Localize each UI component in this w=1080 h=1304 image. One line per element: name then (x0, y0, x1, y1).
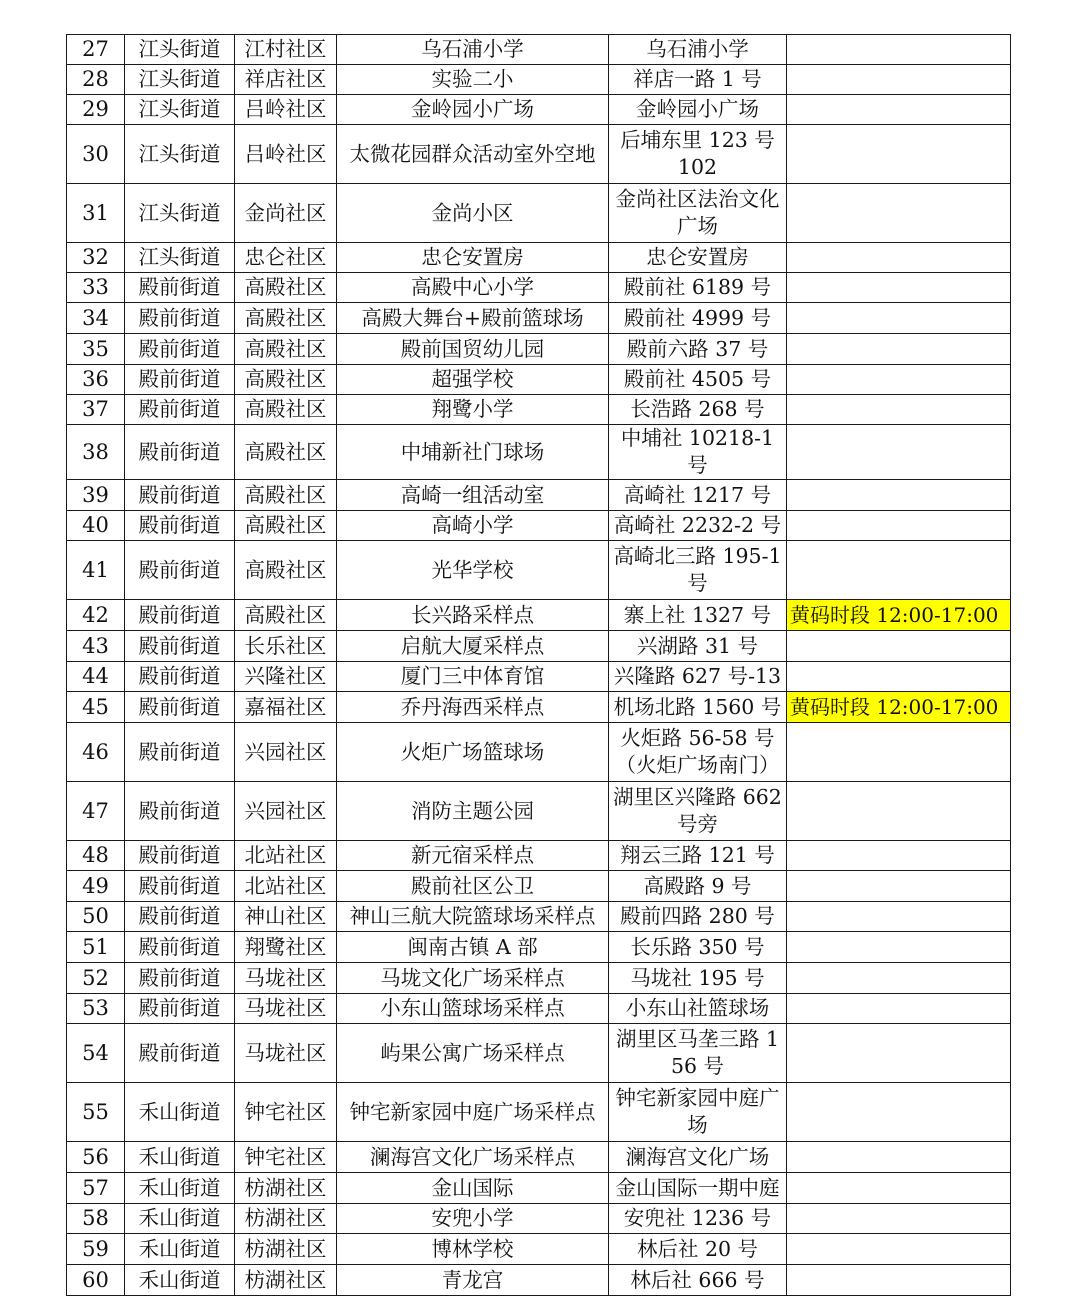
table-row (67, 1204, 1011, 1234)
cell-number: 35 (67, 334, 125, 365)
cell-sampling-site: 钟宅新家园中庭广场采样点 (337, 1083, 609, 1142)
cell-community: 金尚社区 (235, 184, 337, 243)
cell-number: 34 (67, 303, 125, 334)
cell-sampling-site: 高殿大舞台+殿前篮球场 (337, 303, 609, 334)
cell-street: 禾山街道 (125, 1083, 235, 1142)
cell-address: 火炬路 56-58 号（火炬广场南门） (609, 723, 787, 782)
cell-address: 忠仑安置房 (609, 243, 787, 273)
cell-community: 北站社区 (235, 871, 337, 902)
cell-community: 高殿社区 (235, 334, 337, 365)
cell-address: 湖里区兴隆路 662 号旁 (609, 782, 787, 841)
cell-street: 殿前街道 (125, 600, 235, 631)
cell-community: 钟宅社区 (235, 1083, 337, 1142)
cell-note (787, 303, 1011, 334)
cell-community: 兴隆社区 (235, 662, 337, 692)
table-row (67, 480, 1011, 511)
cell-number: 36 (67, 365, 125, 395)
cell-note (787, 841, 1011, 871)
table-row (67, 692, 1011, 723)
cell-street: 殿前街道 (125, 994, 235, 1024)
cell-street: 殿前街道 (125, 425, 235, 480)
cell-sampling-site: 神山三航大院篮球场采样点 (337, 902, 609, 932)
cell-street: 江头街道 (125, 65, 235, 95)
cell-community: 兴园社区 (235, 723, 337, 782)
cell-sampling-site: 火炬广场篮球场 (337, 723, 609, 782)
table-row (67, 963, 1011, 994)
cell-community: 江村社区 (235, 35, 337, 65)
table-row (67, 1024, 1011, 1083)
cell-address: 金岭园小广场 (609, 95, 787, 125)
cell-note (787, 334, 1011, 365)
cell-note (787, 541, 1011, 600)
cell-address: 金尚社区法治文化广场 (609, 184, 787, 243)
cell-community: 枋湖社区 (235, 1234, 337, 1265)
cell-address: 高崎社 2232-2 号 (609, 511, 787, 541)
cell-number: 39 (67, 480, 125, 511)
cell-address: 殿前社 4999 号 (609, 303, 787, 334)
cell-note (787, 1265, 1011, 1296)
cell-address: 马垅社 195 号 (609, 963, 787, 994)
cell-number: 44 (67, 662, 125, 692)
cell-sampling-site: 中埔新社门球场 (337, 425, 609, 480)
cell-number: 52 (67, 963, 125, 994)
cell-address: 安兜社 1236 号 (609, 1204, 787, 1234)
cell-note (787, 425, 1011, 480)
table-row (67, 1234, 1011, 1265)
table-row (67, 425, 1011, 480)
cell-street: 殿前街道 (125, 303, 235, 334)
cell-address: 钟宅新家园中庭广场 (609, 1083, 787, 1142)
cell-address: 高殿路 9 号 (609, 871, 787, 902)
table-row (67, 184, 1011, 243)
cell-street: 殿前街道 (125, 1024, 235, 1083)
cell-address: 机场北路 1560 号 (609, 692, 787, 723)
table-body (67, 35, 1011, 1296)
cell-note (787, 631, 1011, 662)
cell-sampling-site: 小东山篮球场采样点 (337, 994, 609, 1024)
cell-street: 殿前街道 (125, 841, 235, 871)
cell-community: 祥店社区 (235, 65, 337, 95)
table-row (67, 65, 1011, 95)
table-row (67, 243, 1011, 273)
cell-sampling-site: 消防主题公园 (337, 782, 609, 841)
cell-note (787, 662, 1011, 692)
cell-community: 枋湖社区 (235, 1265, 337, 1296)
cell-address: 高崎北三路 195-1 号 (609, 541, 787, 600)
cell-note (787, 994, 1011, 1024)
cell-street: 殿前街道 (125, 631, 235, 662)
cell-community: 高殿社区 (235, 600, 337, 631)
cell-note (787, 932, 1011, 963)
table-row (67, 95, 1011, 125)
cell-community: 枋湖社区 (235, 1173, 337, 1204)
table-row (67, 365, 1011, 395)
cell-note (787, 395, 1011, 425)
cell-number: 40 (67, 511, 125, 541)
cell-note (787, 184, 1011, 243)
cell-street: 殿前街道 (125, 480, 235, 511)
table-row (67, 631, 1011, 662)
table-row (67, 511, 1011, 541)
cell-sampling-site: 高殿中心小学 (337, 273, 609, 303)
cell-sampling-site: 青龙宫 (337, 1265, 609, 1296)
cell-note (787, 723, 1011, 782)
cell-community: 高殿社区 (235, 395, 337, 425)
cell-street: 殿前街道 (125, 692, 235, 723)
yellow-code-time-note: 黄码时段 12:00-17:00 (787, 600, 1011, 631)
cell-number: 42 (67, 600, 125, 631)
yellow-code-time-note: 黄码时段 12:00-17:00 (787, 692, 1011, 723)
cell-sampling-site: 安兜小学 (337, 1204, 609, 1234)
cell-sampling-site: 殿前社区公卫 (337, 871, 609, 902)
cell-note (787, 365, 1011, 395)
cell-note (787, 511, 1011, 541)
cell-community: 长乐社区 (235, 631, 337, 662)
cell-number: 30 (67, 125, 125, 184)
table-row (67, 1265, 1011, 1296)
cell-address: 高崎社 1217 号 (609, 480, 787, 511)
cell-note (787, 902, 1011, 932)
cell-sampling-site: 光华学校 (337, 541, 609, 600)
cell-community: 马垅社区 (235, 994, 337, 1024)
cell-number: 50 (67, 902, 125, 932)
table-row (67, 723, 1011, 782)
cell-street: 禾山街道 (125, 1234, 235, 1265)
cell-number: 59 (67, 1234, 125, 1265)
cell-number: 37 (67, 395, 125, 425)
cell-address: 长乐路 350 号 (609, 932, 787, 963)
cell-number: 55 (67, 1083, 125, 1142)
cell-number: 29 (67, 95, 125, 125)
table-row (67, 782, 1011, 841)
cell-community: 北站社区 (235, 841, 337, 871)
cell-sampling-site: 乌石浦小学 (337, 35, 609, 65)
cell-street: 殿前街道 (125, 932, 235, 963)
cell-address: 中埔社 10218-1 号 (609, 425, 787, 480)
cell-community: 忠仑社区 (235, 243, 337, 273)
cell-address: 湖里区马垄三路 156 号 (609, 1024, 787, 1083)
cell-street: 禾山街道 (125, 1142, 235, 1173)
cell-street: 殿前街道 (125, 782, 235, 841)
cell-sampling-site: 博林学校 (337, 1234, 609, 1265)
cell-number: 32 (67, 243, 125, 273)
cell-community: 翔鹭社区 (235, 932, 337, 963)
table-row (67, 1083, 1011, 1142)
cell-street: 江头街道 (125, 95, 235, 125)
cell-community: 枋湖社区 (235, 1204, 337, 1234)
cell-community: 钟宅社区 (235, 1142, 337, 1173)
cell-street: 殿前街道 (125, 365, 235, 395)
cell-sampling-site: 长兴路采样点 (337, 600, 609, 631)
cell-sampling-site: 金尚小区 (337, 184, 609, 243)
table-row (67, 541, 1011, 600)
cell-sampling-site: 金山国际 (337, 1173, 609, 1204)
cell-number: 60 (67, 1265, 125, 1296)
cell-sampling-site: 高崎小学 (337, 511, 609, 541)
table-row (67, 273, 1011, 303)
cell-address: 寨上社 1327 号 (609, 600, 787, 631)
cell-address: 殿前四路 280 号 (609, 902, 787, 932)
cell-street: 殿前街道 (125, 723, 235, 782)
cell-street: 殿前街道 (125, 334, 235, 365)
cell-sampling-site: 高崎一组活动室 (337, 480, 609, 511)
table-row (67, 932, 1011, 963)
cell-note (787, 1142, 1011, 1173)
cell-street: 禾山街道 (125, 1265, 235, 1296)
cell-community: 吕岭社区 (235, 95, 337, 125)
cell-sampling-site: 闽南古镇 A 部 (337, 932, 609, 963)
cell-street: 江头街道 (125, 35, 235, 65)
cell-note (787, 1083, 1011, 1142)
cell-note (787, 35, 1011, 65)
cell-street: 江头街道 (125, 243, 235, 273)
cell-note (787, 1173, 1011, 1204)
cell-community: 高殿社区 (235, 541, 337, 600)
table-row (67, 1173, 1011, 1204)
table-row (67, 662, 1011, 692)
cell-address: 翔云三路 121 号 (609, 841, 787, 871)
cell-number: 33 (67, 273, 125, 303)
cell-street: 江头街道 (125, 125, 235, 184)
cell-community: 吕岭社区 (235, 125, 337, 184)
cell-address: 兴湖路 31 号 (609, 631, 787, 662)
cell-note (787, 480, 1011, 511)
cell-sampling-site: 金岭园小广场 (337, 95, 609, 125)
cell-community: 高殿社区 (235, 273, 337, 303)
cell-sampling-site: 厦门三中体育馆 (337, 662, 609, 692)
cell-street: 殿前街道 (125, 871, 235, 902)
cell-sampling-site: 实验二小 (337, 65, 609, 95)
cell-sampling-site: 忠仑安置房 (337, 243, 609, 273)
cell-note (787, 1204, 1011, 1234)
cell-street: 殿前街道 (125, 511, 235, 541)
cell-street: 殿前街道 (125, 662, 235, 692)
cell-community: 兴园社区 (235, 782, 337, 841)
cell-note (787, 125, 1011, 184)
table-row (67, 395, 1011, 425)
table-row (67, 1142, 1011, 1173)
cell-community: 嘉福社区 (235, 692, 337, 723)
cell-community: 高殿社区 (235, 303, 337, 334)
cell-address: 长浩路 268 号 (609, 395, 787, 425)
cell-number: 58 (67, 1204, 125, 1234)
cell-community: 高殿社区 (235, 480, 337, 511)
cell-address: 殿前社 4505 号 (609, 365, 787, 395)
table-row (67, 35, 1011, 65)
cell-sampling-site: 新元宿采样点 (337, 841, 609, 871)
cell-note (787, 243, 1011, 273)
cell-note (787, 273, 1011, 303)
cell-note (787, 782, 1011, 841)
cell-number: 53 (67, 994, 125, 1024)
cell-note (787, 95, 1011, 125)
cell-sampling-site: 马垅文化广场采样点 (337, 963, 609, 994)
cell-address: 澜海宫文化广场 (609, 1142, 787, 1173)
table-row (67, 841, 1011, 871)
cell-address: 兴隆路 627 号-13 (609, 662, 787, 692)
cell-sampling-site: 屿果公寓广场采样点 (337, 1024, 609, 1083)
cell-community: 高殿社区 (235, 365, 337, 395)
cell-community: 神山社区 (235, 902, 337, 932)
cell-number: 57 (67, 1173, 125, 1204)
cell-address: 殿前六路 37 号 (609, 334, 787, 365)
cell-address: 金山国际一期中庭 (609, 1173, 787, 1204)
cell-number: 46 (67, 723, 125, 782)
cell-number: 38 (67, 425, 125, 480)
cell-note (787, 963, 1011, 994)
cell-street: 殿前街道 (125, 902, 235, 932)
cell-number: 31 (67, 184, 125, 243)
cell-address: 林后社 666 号 (609, 1265, 787, 1296)
cell-sampling-site: 殿前国贸幼儿园 (337, 334, 609, 365)
cell-street: 禾山街道 (125, 1173, 235, 1204)
sampling-site-table (66, 34, 1011, 1296)
cell-number: 45 (67, 692, 125, 723)
cell-street: 江头街道 (125, 184, 235, 243)
cell-number: 41 (67, 541, 125, 600)
table-row (67, 871, 1011, 902)
cell-number: 54 (67, 1024, 125, 1083)
cell-address: 殿前社 6189 号 (609, 273, 787, 303)
cell-address: 后埔东里 123 号 102 (609, 125, 787, 184)
cell-number: 56 (67, 1142, 125, 1173)
cell-number: 51 (67, 932, 125, 963)
table-row (67, 994, 1011, 1024)
cell-note (787, 1024, 1011, 1083)
cell-address: 林后社 20 号 (609, 1234, 787, 1265)
cell-number: 28 (67, 65, 125, 95)
cell-community: 高殿社区 (235, 511, 337, 541)
cell-address: 乌石浦小学 (609, 35, 787, 65)
cell-note (787, 1234, 1011, 1265)
cell-street: 殿前街道 (125, 273, 235, 303)
cell-sampling-site: 太微花园群众活动室外空地 (337, 125, 609, 184)
table-row (67, 334, 1011, 365)
table-row (67, 125, 1011, 184)
table-row (67, 600, 1011, 631)
cell-number: 48 (67, 841, 125, 871)
cell-sampling-site: 超强学校 (337, 365, 609, 395)
cell-community: 马垅社区 (235, 1024, 337, 1083)
cell-number: 47 (67, 782, 125, 841)
cell-community: 马垅社区 (235, 963, 337, 994)
cell-street: 禾山街道 (125, 1204, 235, 1234)
cell-number: 43 (67, 631, 125, 662)
cell-sampling-site: 乔丹海西采样点 (337, 692, 609, 723)
cell-address: 小东山社篮球场 (609, 994, 787, 1024)
cell-address: 祥店一路 1 号 (609, 65, 787, 95)
cell-sampling-site: 澜海宫文化广场采样点 (337, 1142, 609, 1173)
cell-street: 殿前街道 (125, 395, 235, 425)
table-row (67, 303, 1011, 334)
cell-sampling-site: 启航大厦采样点 (337, 631, 609, 662)
table-row (67, 902, 1011, 932)
cell-number: 49 (67, 871, 125, 902)
cell-street: 殿前街道 (125, 541, 235, 600)
cell-note (787, 871, 1011, 902)
cell-street: 殿前街道 (125, 963, 235, 994)
cell-community: 高殿社区 (235, 425, 337, 480)
cell-sampling-site: 翔鹭小学 (337, 395, 609, 425)
cell-number: 27 (67, 35, 125, 65)
cell-note (787, 65, 1011, 95)
